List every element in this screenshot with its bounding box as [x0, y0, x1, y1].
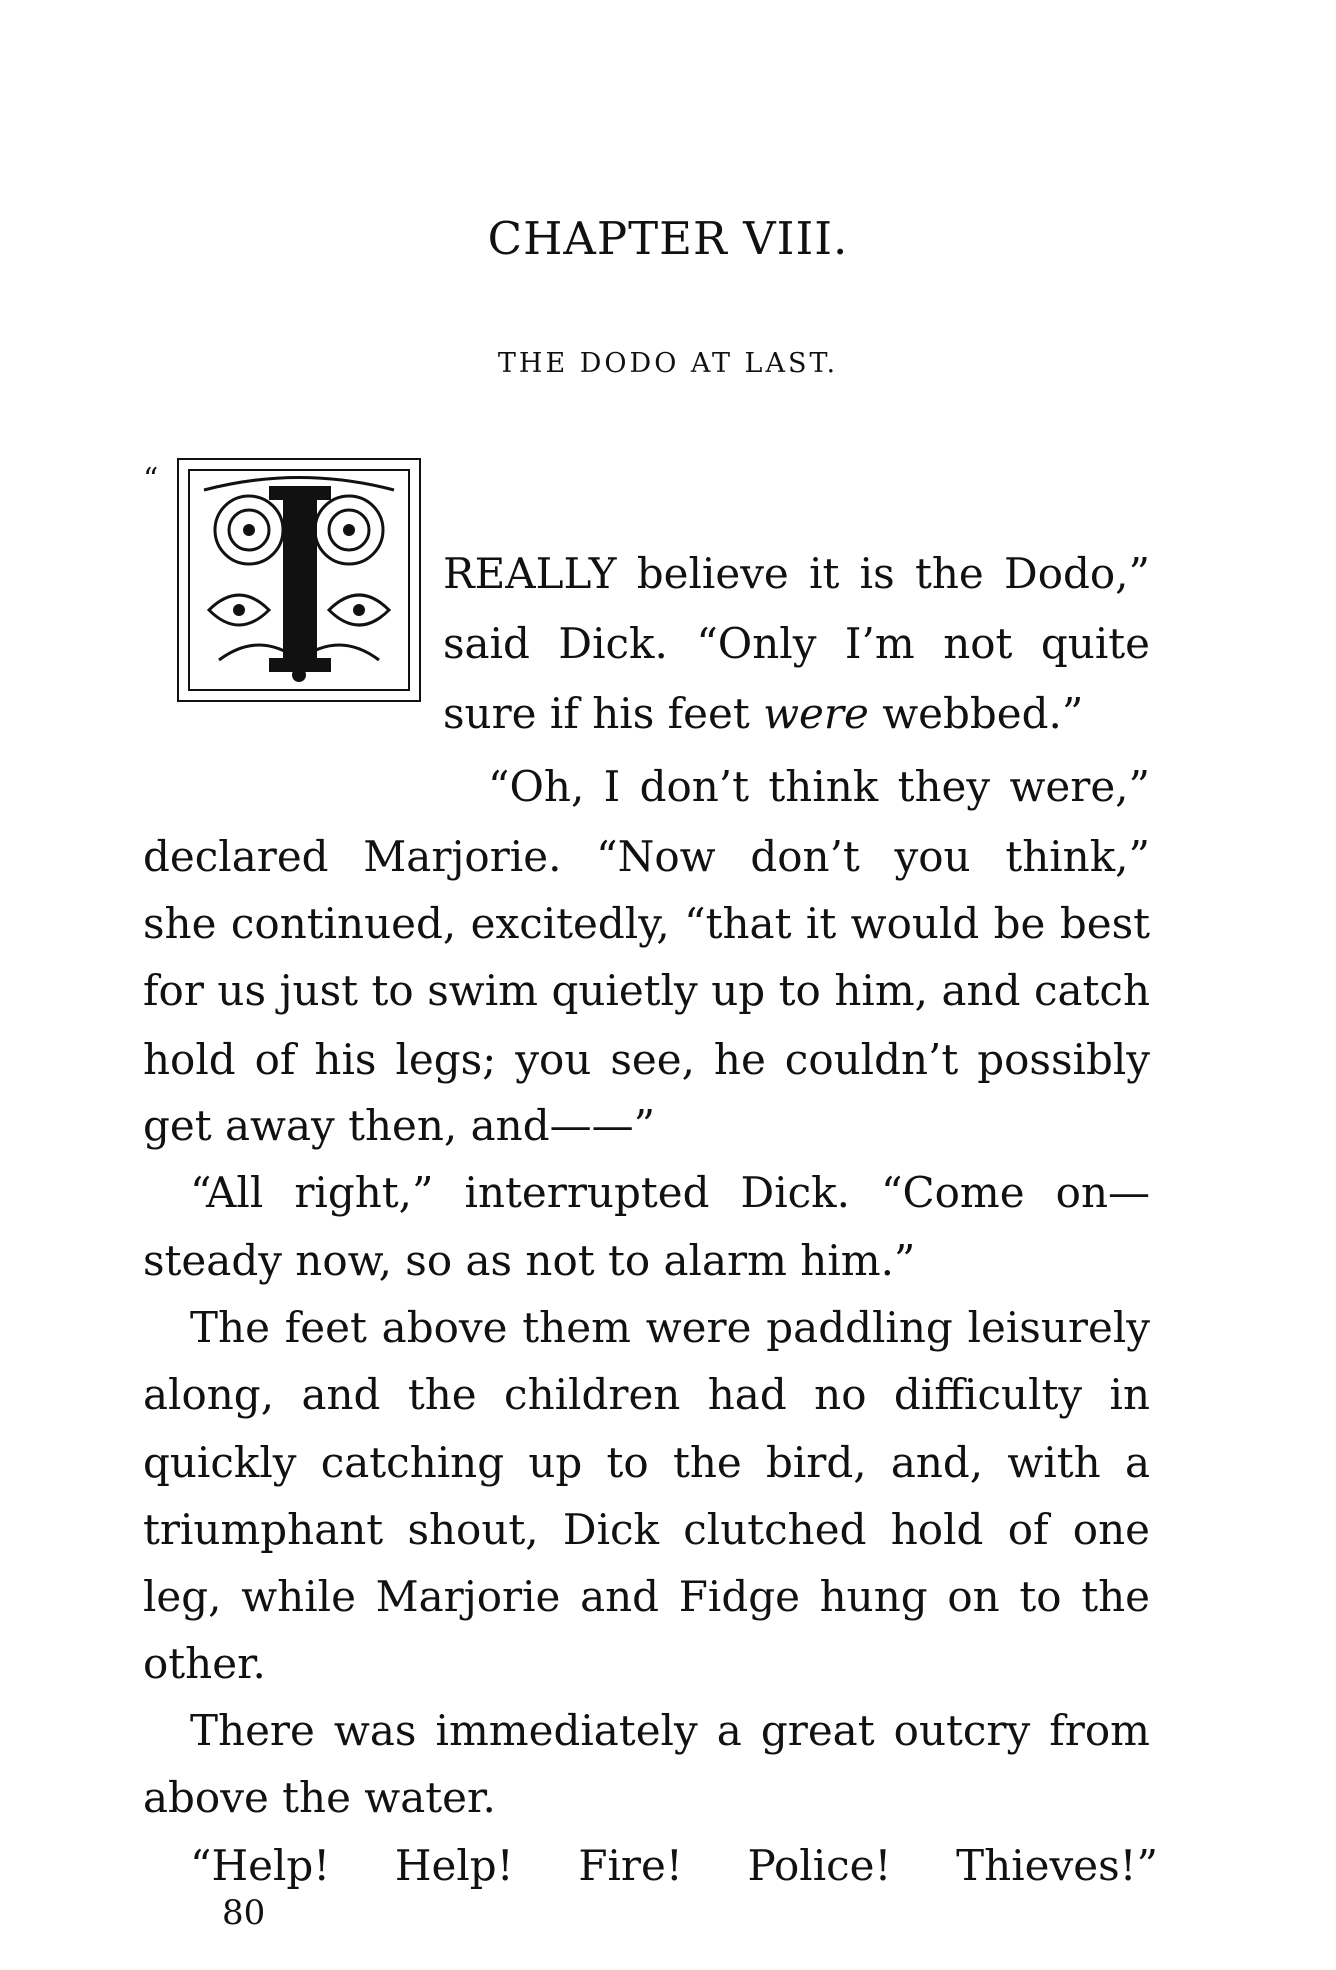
- text-line-17: other.: [143, 1639, 266, 1688]
- text-line-8: hold of his legs; you see, he couldn’t possibly: [143, 1035, 1150, 1084]
- opening-quote-mark: “: [143, 462, 159, 497]
- text-line-3-start: sure if his feet: [443, 689, 764, 738]
- text-line-6: she continued, excitedly, “that it would be best: [143, 899, 1150, 948]
- drop-cap-letter: I: [299, 660, 301, 661]
- text-line-20: “Help! Help! Fire! Police! Thieves!”: [190, 1841, 1158, 1890]
- text-line-15: triumphant shout, Dick clutched hold of one: [143, 1505, 1150, 1554]
- text-line-3: [443, 689, 1150, 739]
- chapter-subtitle: THE DODO AT LAST.: [497, 348, 839, 379]
- italic-word: were: [763, 689, 869, 738]
- page-number: 80: [222, 1893, 266, 1933]
- text-line-14: quickly catching up to the bird, and, with a: [143, 1438, 1150, 1487]
- text-line-7: for us just to swim quietly up to him, and catch: [143, 966, 1150, 1015]
- text-line-12: The feet above them were paddling leisurely: [190, 1303, 1150, 1352]
- ornament-initial-icon: [179, 460, 419, 700]
- text-line-4: “Oh, I don’t think they were,”: [488, 762, 1150, 811]
- text-line-11: steady now, so as not to alarm him.”: [143, 1236, 916, 1285]
- text-line-10: “All right,” interrupted Dick. “Come on—: [190, 1168, 1150, 1217]
- decorative-initial-letter: [177, 458, 421, 702]
- chapter-title: CHAPTER VIII.: [487, 212, 849, 265]
- text-line-1: REALLY believe it is the Dodo,”: [443, 549, 1150, 598]
- text-line-16: leg, while Marjorie and Fidge hung on to the: [143, 1572, 1150, 1621]
- text-line-18: There was immediately a great outcry from: [190, 1706, 1150, 1755]
- text-line-5: declared Marjorie. “Now don’t you think,”: [143, 832, 1150, 881]
- text-line-19: above the water.: [143, 1773, 496, 1822]
- text-line-13: along, and the children had no difficulty in: [143, 1370, 1150, 1419]
- text-line-2: said Dick. “Only I’m not quite: [443, 619, 1150, 668]
- text-line-9: get away then, and——”: [143, 1101, 656, 1150]
- text-line-3-end: webbed.”: [868, 689, 1084, 738]
